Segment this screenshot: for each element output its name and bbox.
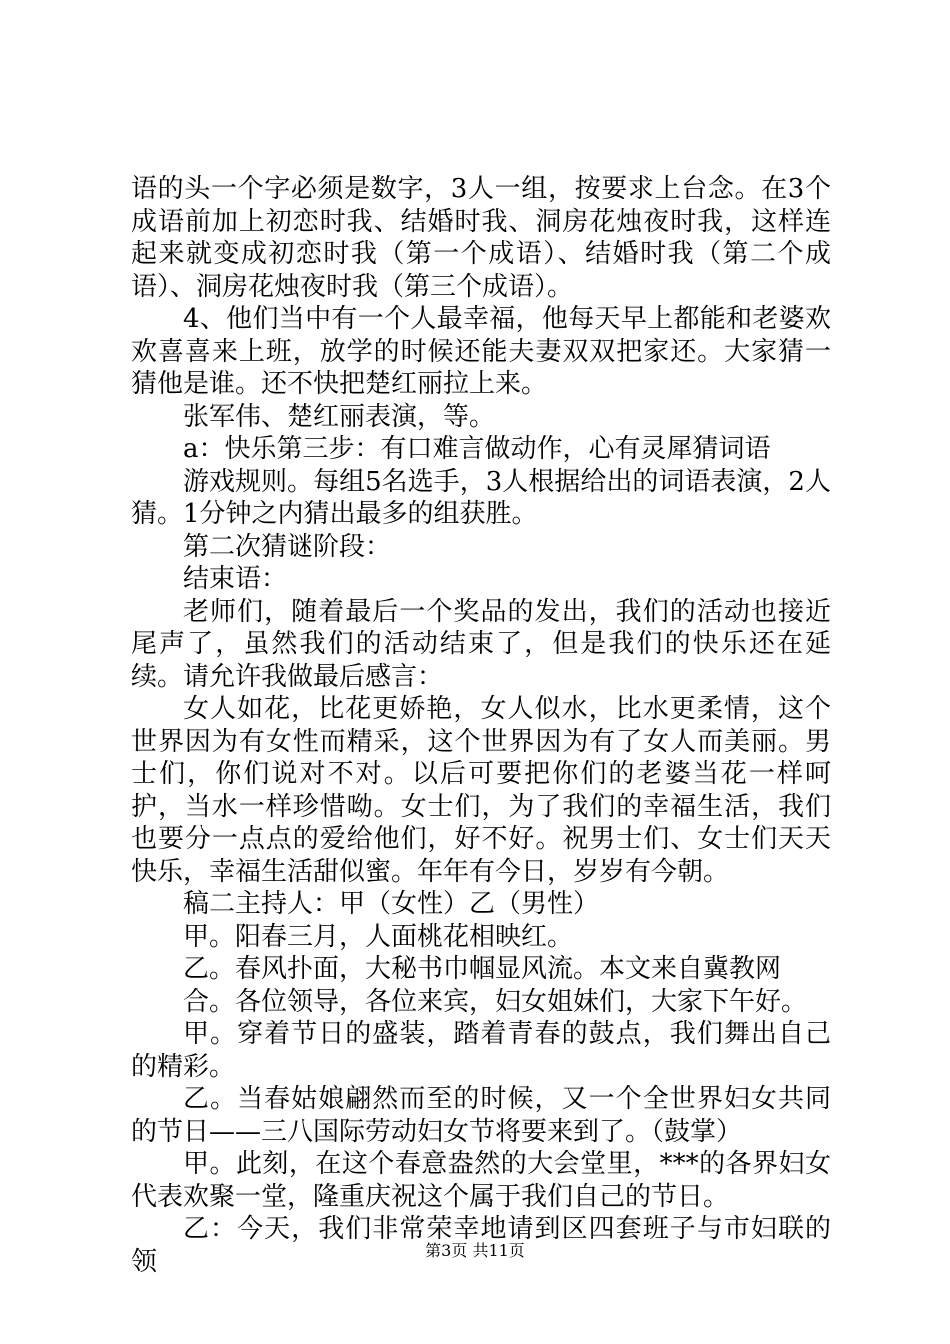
page-number-label: 第3页 共11页 (425, 1241, 525, 1260)
paragraph: 张军伟、楚红丽表演，等。 (183, 401, 496, 432)
paragraph: 合。各位领导，各位来宾，妇女姐妹们，大家下午好。 (183, 986, 808, 1017)
paragraph: 结束语： (183, 564, 288, 594)
paragraph: 甲。此刻，在这个春意盎然的大会堂里，***的各界妇女代表欢聚一堂，隆重庆祝这个属于我们自己的节日。 (131, 1149, 831, 1212)
paragraph: 稿二主持人：甲（女性）乙（男性） (183, 889, 600, 919)
page-footer (0, 1241, 950, 1261)
paragraph: 老师们，随着最后一个奖品的发出，我们的活动也接近尾声了，虽然我们的活动结束了，但是我们的快乐还在延续。请允许我做最后感言： (131, 596, 831, 692)
paragraph: 语的头一个字必须是数字，3人一组，按要求上台念。在3个成语前加上初恋时我、结婚时我、洞房花烛夜时我，这样连起来就变成初恋时我（第一个成语）、结婚时我（第二个成语）、洞房花烛夜时我（第三个成语）。 (131, 174, 831, 302)
paragraph: 4、他们当中有一个人最幸福，他每天早上都能和老婆欢欢喜喜来上班，放学的时候还能夫妻双双把家还。大家猜一猜他是谁。还不快把楚红丽拉上来。 (131, 304, 831, 399)
paragraph: 乙：今天，我们非常荣幸地请到区四套班子与市妇联的领 (131, 1214, 831, 1277)
paragraph: a：快乐第三步：有口难言做动作，心有灵犀猜词语 (183, 434, 771, 464)
document-body (131, 173, 831, 1278)
paragraph: 甲。穿着节日的盛装，踏着青春的鼓点，我们舞出自己的精彩。 (131, 1019, 831, 1082)
paragraph: 女人如花，比花更娇艳，女人似水，比水更柔情，这个世界因为有女性而精采，这个世界因为有了女人而美丽。男士们，你们说对不对。以后可要把你们的老婆当花一样呵护，当水一样珍惜呦。女士们，为了我们的幸福生活，我们也要分一点点的爱给他们，好不好。祝男士们、女士们天天快乐，幸福生活甜似蜜。年年有今日，岁岁有今朝。 (131, 694, 831, 887)
paragraph: 第二次猜谜阶段： (183, 531, 392, 562)
paragraph: 乙。当春姑娘翩然而至的时候，又一个全世界妇女共同的节日——三八国际劳动妇女节将要来到了。（鼓掌） (131, 1084, 831, 1147)
paragraph: 乙。春风扑面，大秘书巾帼显风流。本文来自冀教网 (183, 954, 782, 984)
paragraph: 游戏规则。每组5名选手，3人根据给出的词语表演，2人猜。1分钟之内猜出最多的组获胜。 (131, 466, 831, 529)
paragraph: 甲。阳春三月，人面桃花相映红。 (183, 921, 574, 952)
